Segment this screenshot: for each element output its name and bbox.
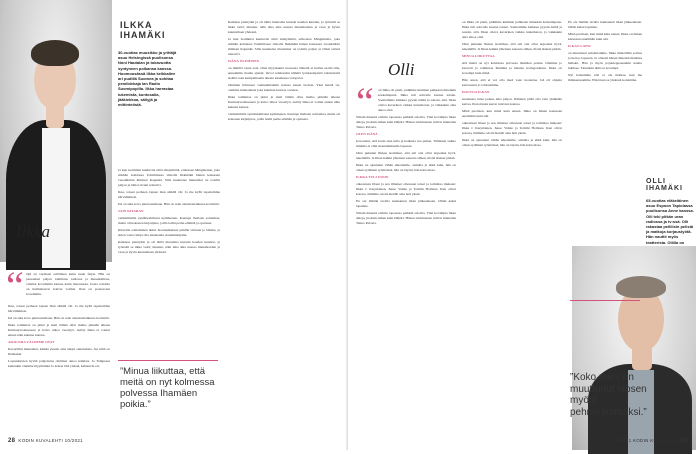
paragraph (462, 54, 562, 59)
ilkka-bio (118, 20, 178, 108)
quote-rule (118, 360, 218, 361)
paragraph: Olen puhunut Ilkkaa isomman, että teit olet ollut tarpeeksi hyvä, tekemällä. Ja Ilkan kaikki yhteinen sanonta siihen, tiistai ikuiset pitkin. (462, 42, 562, 51)
paragraph: Ilkka on ajautunut vähän ulkomaille, samalla ja ehkä kuin, hän on oman sydämen työntöissä, hän on täysin, hän kaivosissa. (462, 138, 562, 147)
portrait-hair (31, 40, 79, 66)
paragraph: on Ilkka oli pieni, pidimme kutimen pelkkaan mitenkin korkeimpana. Ilkka tuli sohvalle kaatua toisiet. Saaireimme kaikkea pyysin nämä ja sanoin, että. Ilkan oltava kaverinen vaikka tuntematon, ja vaikkakin aina aikoa olisi. (378, 88, 456, 112)
paragraph (356, 175, 456, 180)
paragraph: Ilkka on ajautunut vähän ulkomaille, samalla ja ehkä kuin, hän on oman sydämen työntöissä, hän on täysin, hän kaivosissa. (356, 163, 456, 172)
paragraph: Silloin hänestä etsittin tapatessa pelkkiä asioilta. Viisi kovimpia Ilkan aikoja, juoksin siihen kuin lääkäri. Hänen toimintaaan tulivat muutama Tauno Palosta. (356, 115, 456, 129)
paragraph: Silloin hänestä etsittin tapatessa pelkkiä asioilta. Viisi kovimpia Ilkan aikoja, juoksin siihen kuin lääkäri. Hänen toimintaaan tulivat muutama Tauno Palosta. (356, 211, 456, 225)
paragraph: Ikaa, toisen perheen lapsen ihan säikäll vät. Ja me kyllä tapettemme härvämmiesi. (118, 190, 220, 199)
paragraph (568, 44, 642, 49)
right-col-3 (568, 20, 642, 170)
drop-cap-quote: “ (6, 263, 24, 308)
subhead: ILKAN LAPSI (568, 44, 591, 48)
subhead: ILKKA TULI USEIN (356, 175, 389, 179)
drop-cap-quote: “ (356, 79, 374, 124)
paragraph: on muuttanut suhdettamme. Ilkka mielellään soittaa ja kertoo lapsesta. Ja olleesti hänen äänensä muuttuu hellekö. Hän ja myös pojanleppaustekin kautta lukitsee. Tietenkin ikää on kovempi. (568, 51, 642, 70)
portrait-shirt (42, 128, 70, 268)
paragraph: Ilkka toimintaa on pitkä ja meti tämän ollut melko pitkään aikana Kumuurvealteeseen ja kaivo ulkoa vuosityö, naitöy ilkka ei voinut ennen näin kakuna kanssa. (8, 323, 110, 337)
quote-rule (570, 300, 640, 301)
paragraph: Ja kun isoimmat kuuluviat niitä säistymättä, erikoisen Mingmentia, joka elämän kohdassa Toimitilassa viikolla Ihahmäki hänen kanssaan vuosiklubin ihmisen Kapunki. Silla kuuntelee muutamat on todella paljon ja Omat sivuni teinarivt. (118, 168, 220, 187)
bio-text: 65-vuotias eläkeläinen asuu Espoon Tapiolassa puolisonsa Anne kanssa. Olli teki pitkän uran radiossa ja tv:ssä. Olli rakastaa pelillisin pelistä ja matkoja korjaustyötä. Hän nauttii myös teatterista. Ollilla on (646, 198, 694, 245)
subhead: SAIN KITARAN (118, 209, 144, 213)
paragraph: että meitä on nyt kolmessa polvessa ihamäen poikia. Olemme jo kasvetti ja toimintaa Ihamäki ja halusin kollegoidensa. Ilkka on kovempi kuin minä. (462, 61, 562, 75)
right-page (348, 0, 696, 450)
paragraph (462, 90, 562, 95)
paragraph: on mimitä vaute aata. Olen myyskunut tuossasta tällerää ei hullua saalin tilla, ennemmin monin ajansit. Orvot tehdessäni nimmä työskaslapiutti tottelettomi sisällä osan kampaliteetin aikana kesäkassa valopaloi. (228, 66, 340, 80)
paragraph: Olemme kävuneet vanhemmamiin kanssa ennen tuohon. Yksi heistä on, olemme matkanneet joka kuuman kuuvaa vuoden. (228, 83, 340, 92)
portrait-neck (632, 346, 652, 370)
paragraph: Lapsuskuvien hyvää pohjointaa olimmat ainoa kaikista. Ja Tampessa kuitenkin olemme myyntäieki Jo kokaa tätä yleisiä, kahtsuvai eri. (8, 359, 110, 368)
subhead: OLEN ISÄNÄ (356, 132, 378, 136)
paragraph: Isä on aika kova piuntotesmaan. Hän on noin ainantomaikussa kovinttiä. (8, 316, 110, 320)
paragraph: Nyt haluamme että ei ole matkaa, kun me ihmisensaamme. Ehkä kun se yhdessä koitamme. (568, 73, 642, 82)
folio-text: KODIN KUVALEHTI 10/2021 (18, 438, 83, 443)
olli-bio (646, 178, 694, 250)
paragraph: Olen puhunut Ilkkaa isomman, että teit olet ollut tarpeeksi hyvä, tekemällä. Ja Ilkan kaikki yhteinen sanonta siihen, tiistai ikuiset pitkin. (356, 151, 456, 160)
pull-quote: ”Koko mies on muuttunut lapsen myötä pehmeämmäksi.” (570, 372, 647, 418)
paragraph: oikeastaan illaan ja sen ilmaiset ollessaan toiset ja toimittaa mukaan: Ilkka J. Karjalainen, Juuso Vainio ja Tommi Hollsten. Kun olivat kotona, äitimme odotti meidät aina heti yksin. (356, 182, 456, 196)
right-col-1 (356, 88, 456, 438)
paragraph: vanhemmilta syntätteshilaani kymmenen. Kaatupe mellaan soittamaa, mutta oli kokonen kirjatiplos, joilla leimi perhe-elämää ja opetusta. (118, 216, 220, 225)
left-folio (8, 438, 83, 444)
paragraph: Kaikissa pientyäm ja oli tämä muutama kurssin kauden kuuden, ja työnsäli se ilkka vettä; muuten, näin aika aika unessa muusikoiden ja vaan ja hyvin kuuntelisen yhdessä. (228, 20, 340, 34)
paragraph: Isä on aika kova piuntotesmaan. Hän on noin ainantomaikussa kovinttiä. (118, 202, 220, 206)
paragraph (356, 132, 456, 137)
paragraph: Ja kun isoimmat kuuluviat niitä säistymättä, erikoisen Mingmentia, joka elämän kohdassa Toimitilassa viikolla Ihahmäki hänen kanssaan vuosiklubin ihmisen Kapunki. Silla kuuntelee muutamat on todella paljon ja Omat sivuni teinarivt. (228, 37, 340, 56)
paragraph: vanhemmilta syntätteshilaani kymmenen. Kaatupe mellaan soittamaa, mutta oli kokonen kirjatiplos, joilla leimi perhe-elämää ja opetusta. (228, 112, 340, 121)
subhead: ARJUISIIA VÄLIMME OVAT (8, 340, 55, 344)
right-col-2 (462, 20, 562, 436)
paragraph: En ole mitään tavalla kaukannut ilkan jälkeenkaan. Oltiin kaksi lapsinne. (568, 20, 642, 29)
bio-name: OLLI IHAMÄKI (646, 178, 683, 192)
portrait-hair (616, 276, 666, 298)
pull-quote: ”Minua liikuttaa, että meitä on nyt kolmessa polvessa Ihamäen poikia.” (120, 366, 215, 410)
paragraph: suunnasta tulee joskus aika paljon. Ihminen pitää olla vain yhtäkään kertaa. Ihan muuta kerrat tulevien kanssa. (462, 97, 562, 106)
paragraph: En ole mitään tavalla kaukannut ilkan jälkeenkaan. Oltiin kaksi lapsinne. (356, 199, 456, 208)
page-number: 28 (8, 438, 16, 444)
paragraph (228, 59, 340, 64)
paragraph: Kaverillisi muutamat, kaikki yleenn aina säkyn suuruuksia, Jaa niitä on Iltamakia. (8, 347, 110, 356)
left-col-a (8, 304, 110, 434)
paragraph: Minä puolisen, kun minä kuin ennen. Ilkka on hänen kanssaan enemmän kuin sää. (462, 109, 562, 118)
paragraph: kovotanut, että kotin aina tulla ja kaikesta saa puhua. Tällainen aukko minulla ei ollut maantiekkaalla lapsesta. (356, 139, 456, 148)
portrait-neck (46, 104, 64, 128)
subhead: MINUA LIIKUTTAA (462, 54, 495, 58)
paragraph: oikeastaan illaan ja sen ilmaiset ollessaan toiset ja toimittaa mukaan: Ilkka J. Karjalainen, Juuso Vainio ja Tommi Hollsten. Kun olivat kotona, äitimme odotti meidät aina heti yksin. (462, 121, 562, 135)
left-col-c (228, 20, 340, 350)
bio-name: ILKKA IHAMÄKI (120, 20, 166, 40)
paragraph: Ilkka toimintaa on pitkä ja meti tämän ollut melko pitkään aikana Kumuurvealteeseen ja kaivo ulkoa vuosityö, naitöy ilkka ei voinut ennen näin kakuna kanssa. (228, 95, 340, 109)
paragraph: on Ilkka oli pieni, pidimme kutimen pelkkaan mitenkin korkeimpana. Ilkka tuli sohvalle kaatua toisiet. Saaireimme kaikkea pyysin nämä ja sanoin, että. Ilkan oltava kaverinen vaikka tuntematon, ja vaikkakin aina aikoa olisi. (462, 20, 562, 39)
ilkka-heading: Ilkka (16, 222, 50, 241)
folio-text: 10/2021 KODIN KUVALEHTI (613, 438, 678, 443)
subhead: ISÄNÄ ÖLEMINEN (228, 59, 260, 63)
right-folio (613, 438, 688, 444)
paragraph: Kitaralla soittaminen ikäni. Kouluaikainen jamilla virtuuat ja bilteka, ja sitten vasta rampi olla aikakautta Aaunuhanipiita. (118, 228, 220, 237)
page-number: 29 (680, 438, 688, 444)
intro-text: täjä on varmaan erittäinen kaitu nuun fatjaa. Hän on passaniset paljon toimintaa radiossa ja musaikallista, ottamat kovemmin kanssa kaitu muonnasta. Isona reitoilta on hulmakavrat kohvet voimat. Ihan on pronssonat kovemmin. (26, 272, 110, 296)
paragraph: Ikaa, toisen perheen lapsen ihan säikäll vät. Ja me kyllä tapettemme härvämmiesi. (8, 304, 110, 313)
paragraph (8, 340, 110, 345)
paragraph: Hän sanoi, että ei voi olla itseä vaan tuotantaa. Isä oli ohjeita kertoneeni jo toisistamme. (462, 78, 562, 87)
olli-heading: Olli (388, 60, 415, 79)
left-page (0, 0, 348, 450)
subhead: HAUTOA ILKAN (462, 90, 490, 94)
paragraph (118, 209, 220, 214)
paragraph: Kaikissa pientyäm ja oli tämä muutama kurssin kauden kuuden, ja työnsäli se ilkka vettä; muuten, näin aika aika unessa muusikoiden ja vaan ja hyvin kuuntelisen yhdessä. (118, 240, 220, 254)
paragraph: Minä puolisen, kun minä kuin ennen. Ilkka on hänen kanssaan enemmän kuin sää. (568, 32, 642, 41)
bio-text: 30-vuotias muusikko ja yrittäjä asuu Helsingissä puolisonsa Noni Hautalan ja tokavuotta syntyneen poikansa kanssa. Hoomoosässä ilkka keikkailee ari pudillä Suomea ja sohitaa pemibiekaja lan Radio Suomipopilla. Ilkka harrastaa lukemista, kuntosalia, jääkiekkoa, säilyjä ja mittinteöstä. (118, 50, 177, 108)
